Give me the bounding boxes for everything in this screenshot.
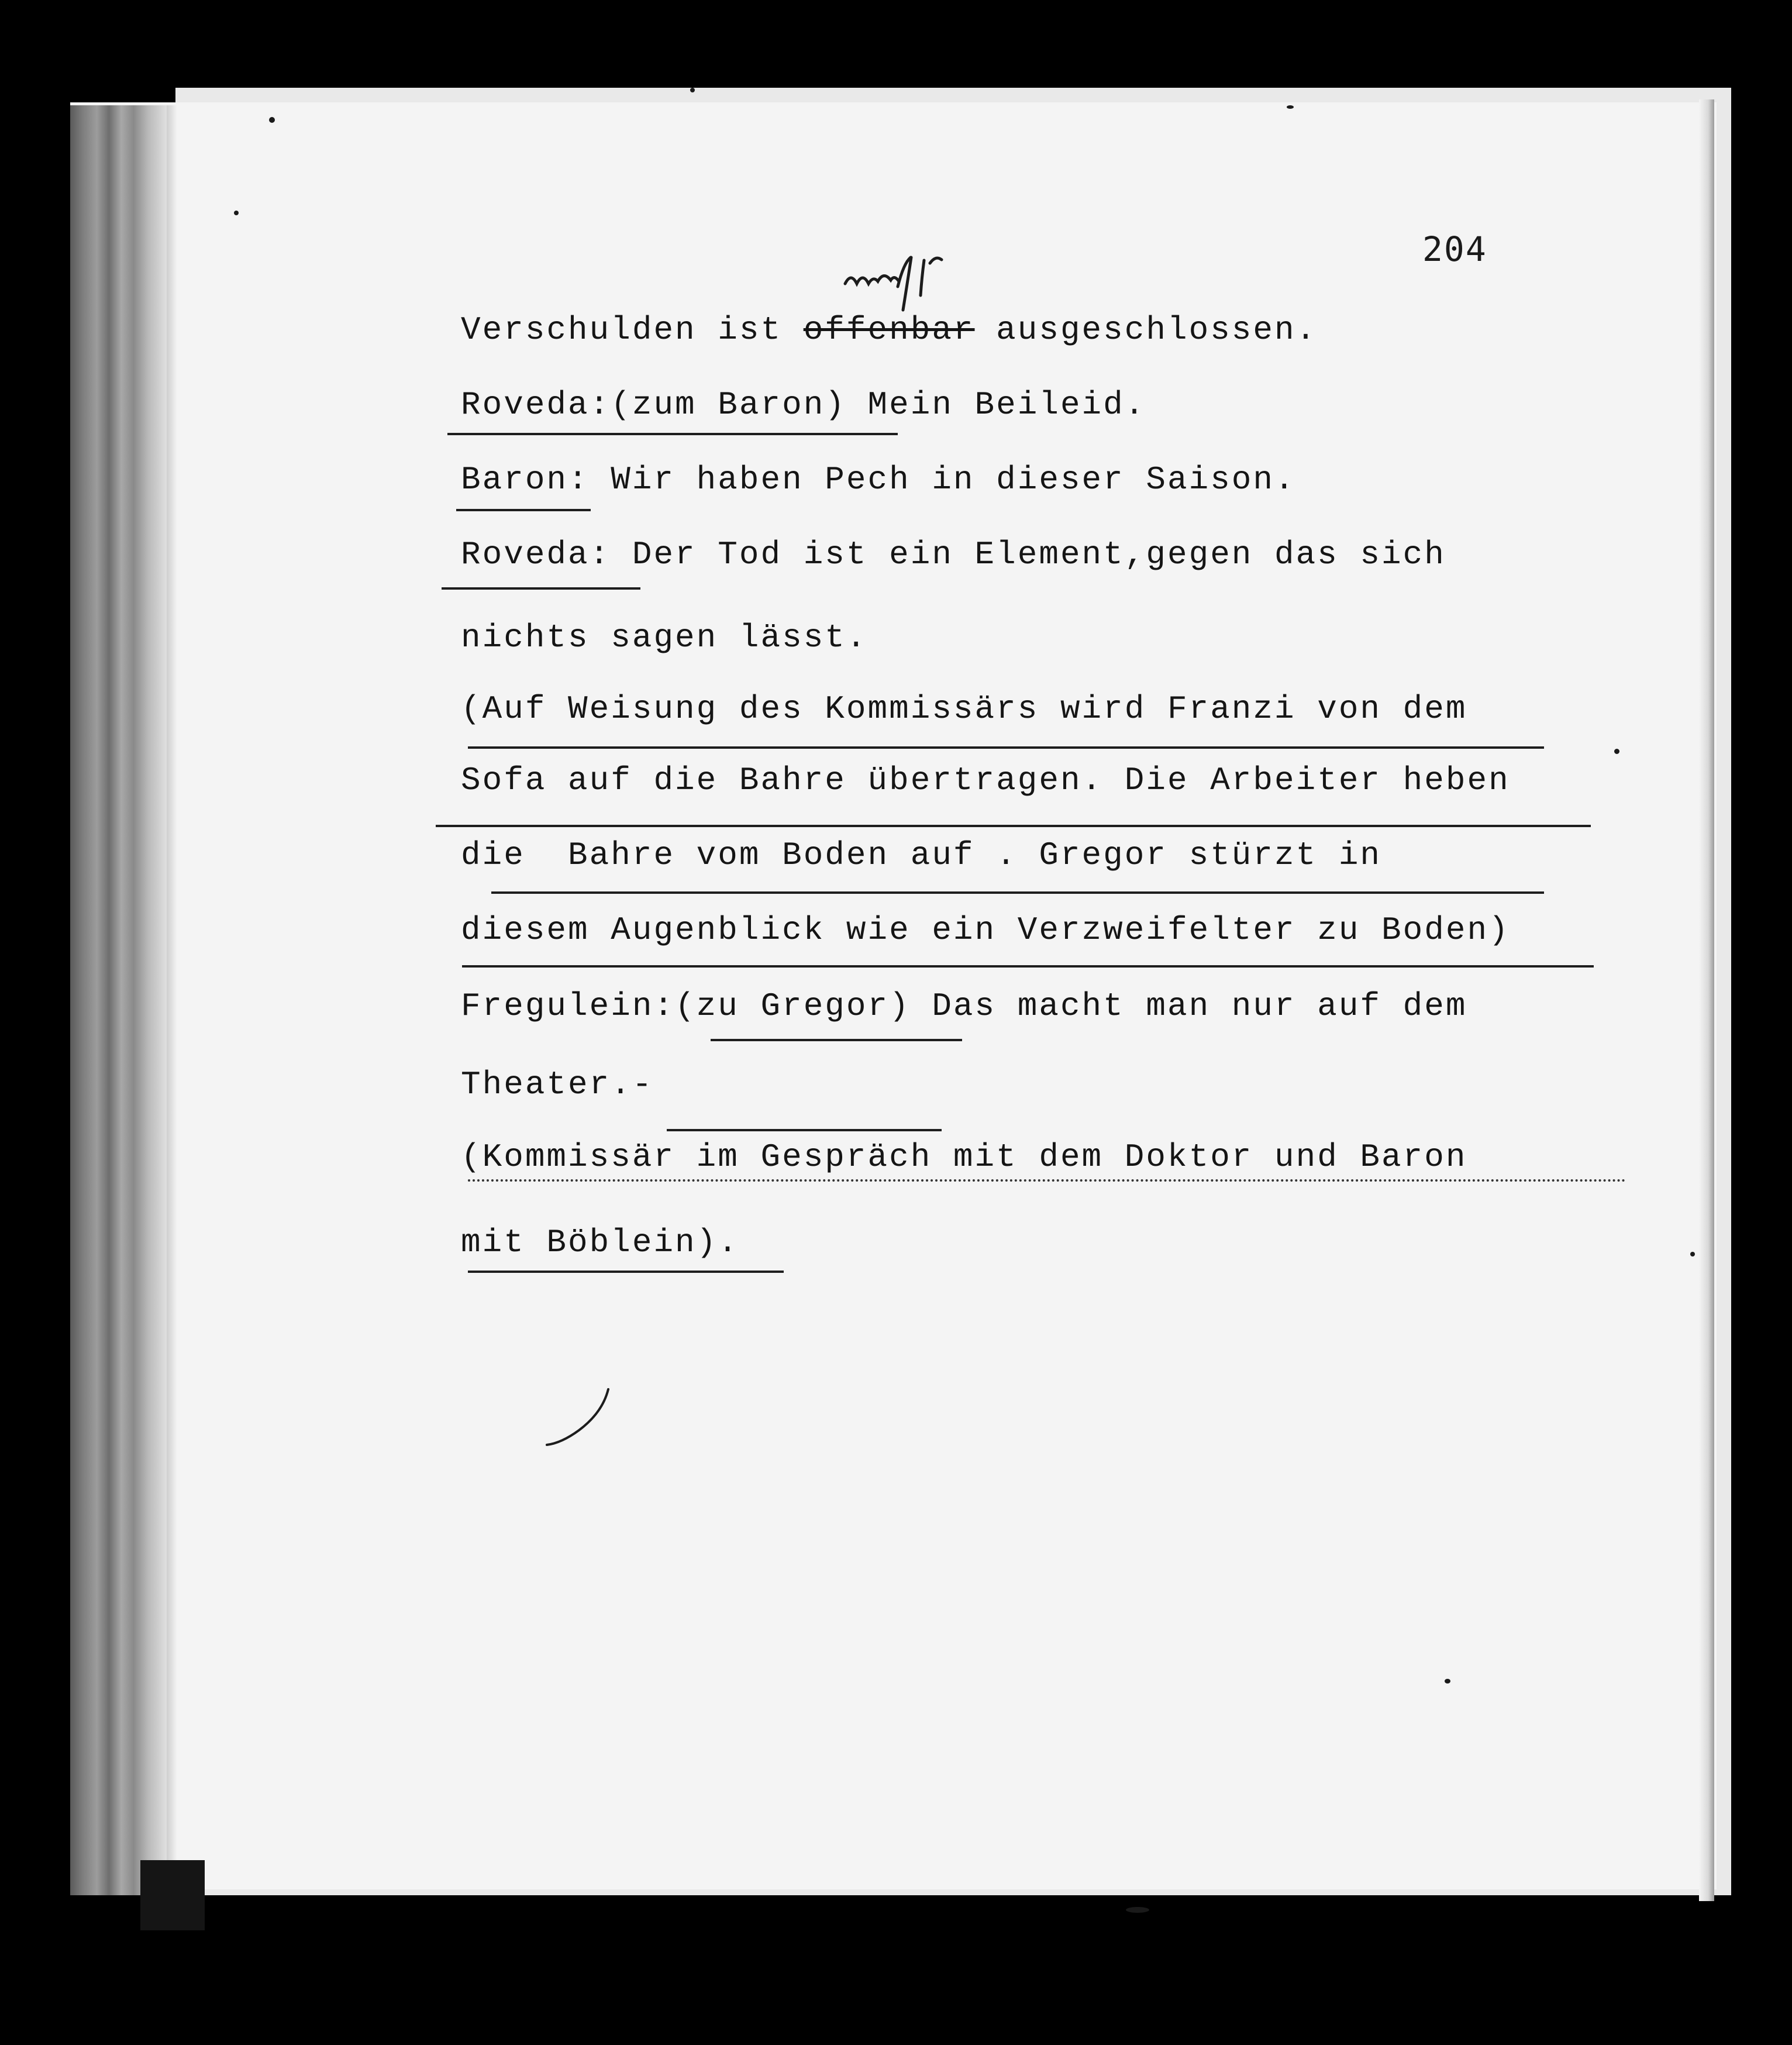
speaker-underline (711, 1039, 962, 1041)
text-line-5: nichts sagen lässt. (461, 619, 868, 656)
text-line-2: Roveda:(zum Baron) Mein Beileid. (461, 386, 1146, 424)
text-line-11: Theater.- (461, 1066, 654, 1103)
text-line-6: (Auf Weisung des Kommissärs wird Franzi von dem (461, 690, 1467, 728)
text-line-13: mit Böblein). (461, 1224, 739, 1261)
speaker-underline (447, 433, 898, 435)
speck (690, 88, 695, 92)
speaker-underline (442, 587, 640, 590)
stage-direction-underline (436, 825, 1591, 827)
stage-direction-underline (491, 891, 1544, 894)
speck (269, 117, 275, 123)
line-1-post: ausgeschlossen. (974, 311, 1318, 349)
stage-direction-underline (468, 746, 1544, 749)
text-underline (667, 1129, 942, 1131)
page-number: 204 (1422, 229, 1487, 269)
struck-word: offenbar (803, 311, 975, 349)
text-line-10: Fregulein:(zu Gregor) Das macht man nur auf dem (461, 987, 1467, 1025)
page-right-edge (1699, 99, 1714, 1901)
speck (1690, 1252, 1695, 1256)
speck (234, 211, 239, 215)
stage-direction-underline (462, 965, 1594, 968)
speck (1287, 105, 1294, 109)
speck (1614, 749, 1619, 754)
pen-mark (544, 1386, 626, 1451)
text-line-9: diesem Augenblick wie ein Verzweifelter zu Boden) (461, 911, 1510, 949)
stage-direction-underline (468, 1271, 784, 1273)
binding-shadow (167, 105, 177, 1895)
binding-strip (70, 105, 173, 1895)
text-line-7: Sofa auf die Bahre übertragen. Die Arbeiter heben (461, 762, 1510, 799)
text-line-3: Baron: Wir haben Pech in dieser Saison. (461, 461, 1296, 498)
binding-foot (140, 1860, 205, 1930)
speck (1126, 1907, 1149, 1913)
text-line-8: die Bahre vom Boden auf . Gregor stürzt in (461, 836, 1382, 874)
text-line-12: (Kommissär im Gespräch mit dem Doktor und Baron (461, 1138, 1467, 1176)
text-line-4: Roveda: Der Tod ist ein Element,gegen das sich (461, 536, 1446, 573)
stage-direction-underline (468, 1179, 1626, 1182)
speaker-underline (456, 509, 591, 511)
handwritten-annotation (842, 252, 971, 316)
text-line-1 (461, 311, 1317, 349)
line-1-pre: Verschulden ist (461, 311, 804, 349)
speck (1445, 1679, 1450, 1683)
